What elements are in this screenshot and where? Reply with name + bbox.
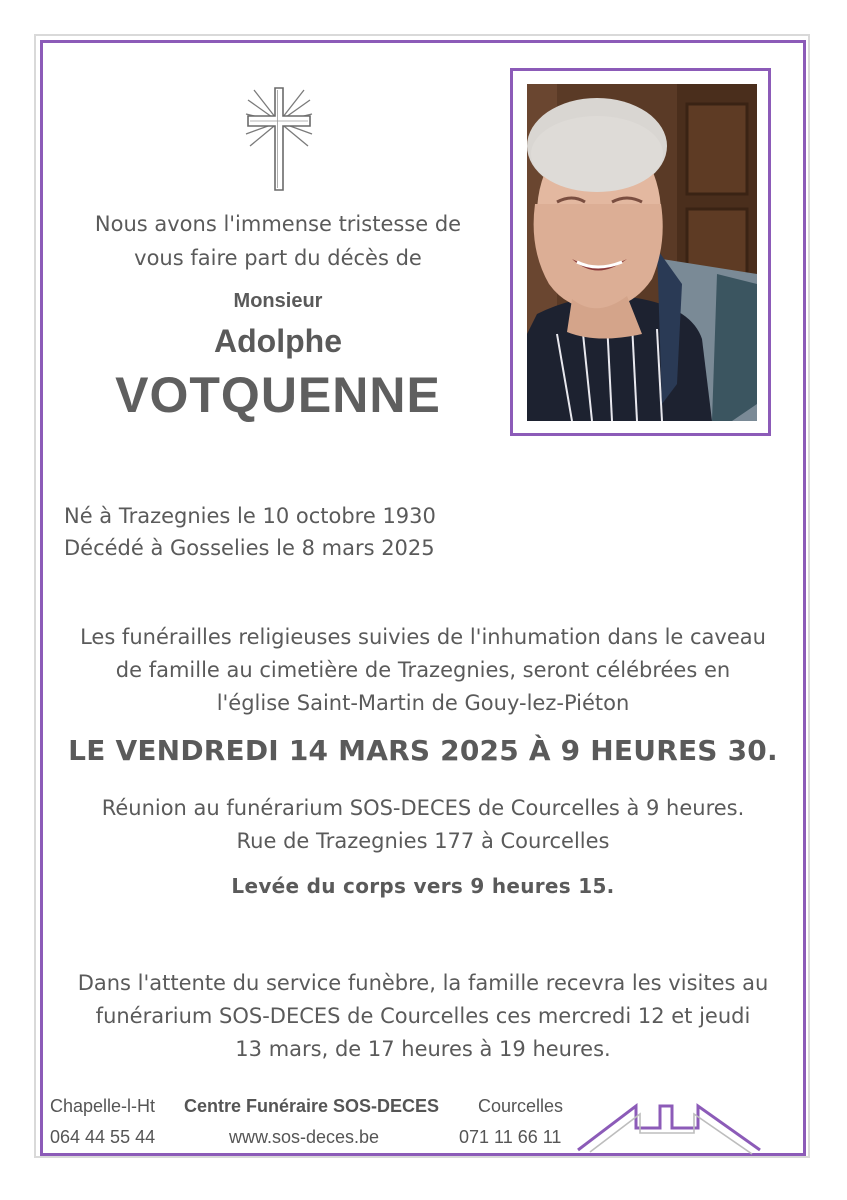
deceased-title: Monsieur — [233, 290, 323, 312]
footer-right-phone: 071 11 66 11 — [459, 1127, 562, 1147]
deceased-last-name: VOTQUENNE — [115, 367, 441, 423]
announcement-intro — [60, 207, 496, 275]
funeral-line-3: l'église Saint-Martin de Gouy-lez-Piéton — [216, 691, 630, 715]
levee-time: Levée du corps vers 9 heures 15. — [231, 874, 615, 898]
footer-left-phone: 064 44 55 44 — [50, 1127, 156, 1147]
reunion-line-1: Réunion au funérarium SOS-DECES de Courcelles à 9 heures. — [101, 796, 745, 820]
intro-line-1: Nous avons l'immense tristesse de — [94, 212, 462, 236]
visits-line-1: Dans l'attente du service funèbre, la famille recevra les visites au — [77, 971, 769, 995]
funeral-datetime: LE VENDREDI 14 MARS 2025 À 9 HEURES 30. — [68, 734, 778, 767]
visits-info — [40, 967, 806, 1066]
funeral-line-1: Les funérailles religieuses suivies de l'inhumation dans le caveau — [80, 625, 766, 649]
portrait-photo — [527, 84, 757, 421]
funeral-details — [40, 621, 806, 720]
deceased-first-name: Adolphe — [214, 323, 342, 359]
footer-website[interactable]: www.sos-deces.be — [229, 1127, 380, 1147]
cross-icon — [244, 86, 314, 192]
intro-line-2: vous faire part du décès de — [134, 246, 422, 270]
footer-center-name: Centre Funéraire SOS-DECES — [184, 1096, 440, 1116]
reunion-address: Rue de Trazegnies 177 à Courcelles — [236, 829, 610, 853]
birth-info: Né à Trazegnies le 10 octobre 1930 — [64, 504, 436, 528]
footer-right-town: Courcelles — [478, 1096, 564, 1116]
reunion-info — [40, 792, 806, 858]
visits-line-3: 13 mars, de 17 heures à 19 heures. — [235, 1037, 611, 1061]
death-info: Décédé à Gosselies le 8 mars 2025 — [64, 536, 435, 560]
funeral-line-2: de famille au cimetière de Trazegnies, seront célébrées en — [115, 658, 731, 682]
life-dates — [64, 500, 664, 564]
footer-left-town: Chapelle-l-Ht — [50, 1096, 156, 1116]
visits-line-2: funérarium SOS-DECES de Courcelles ces mercredi 12 et jeudi — [95, 1004, 751, 1028]
